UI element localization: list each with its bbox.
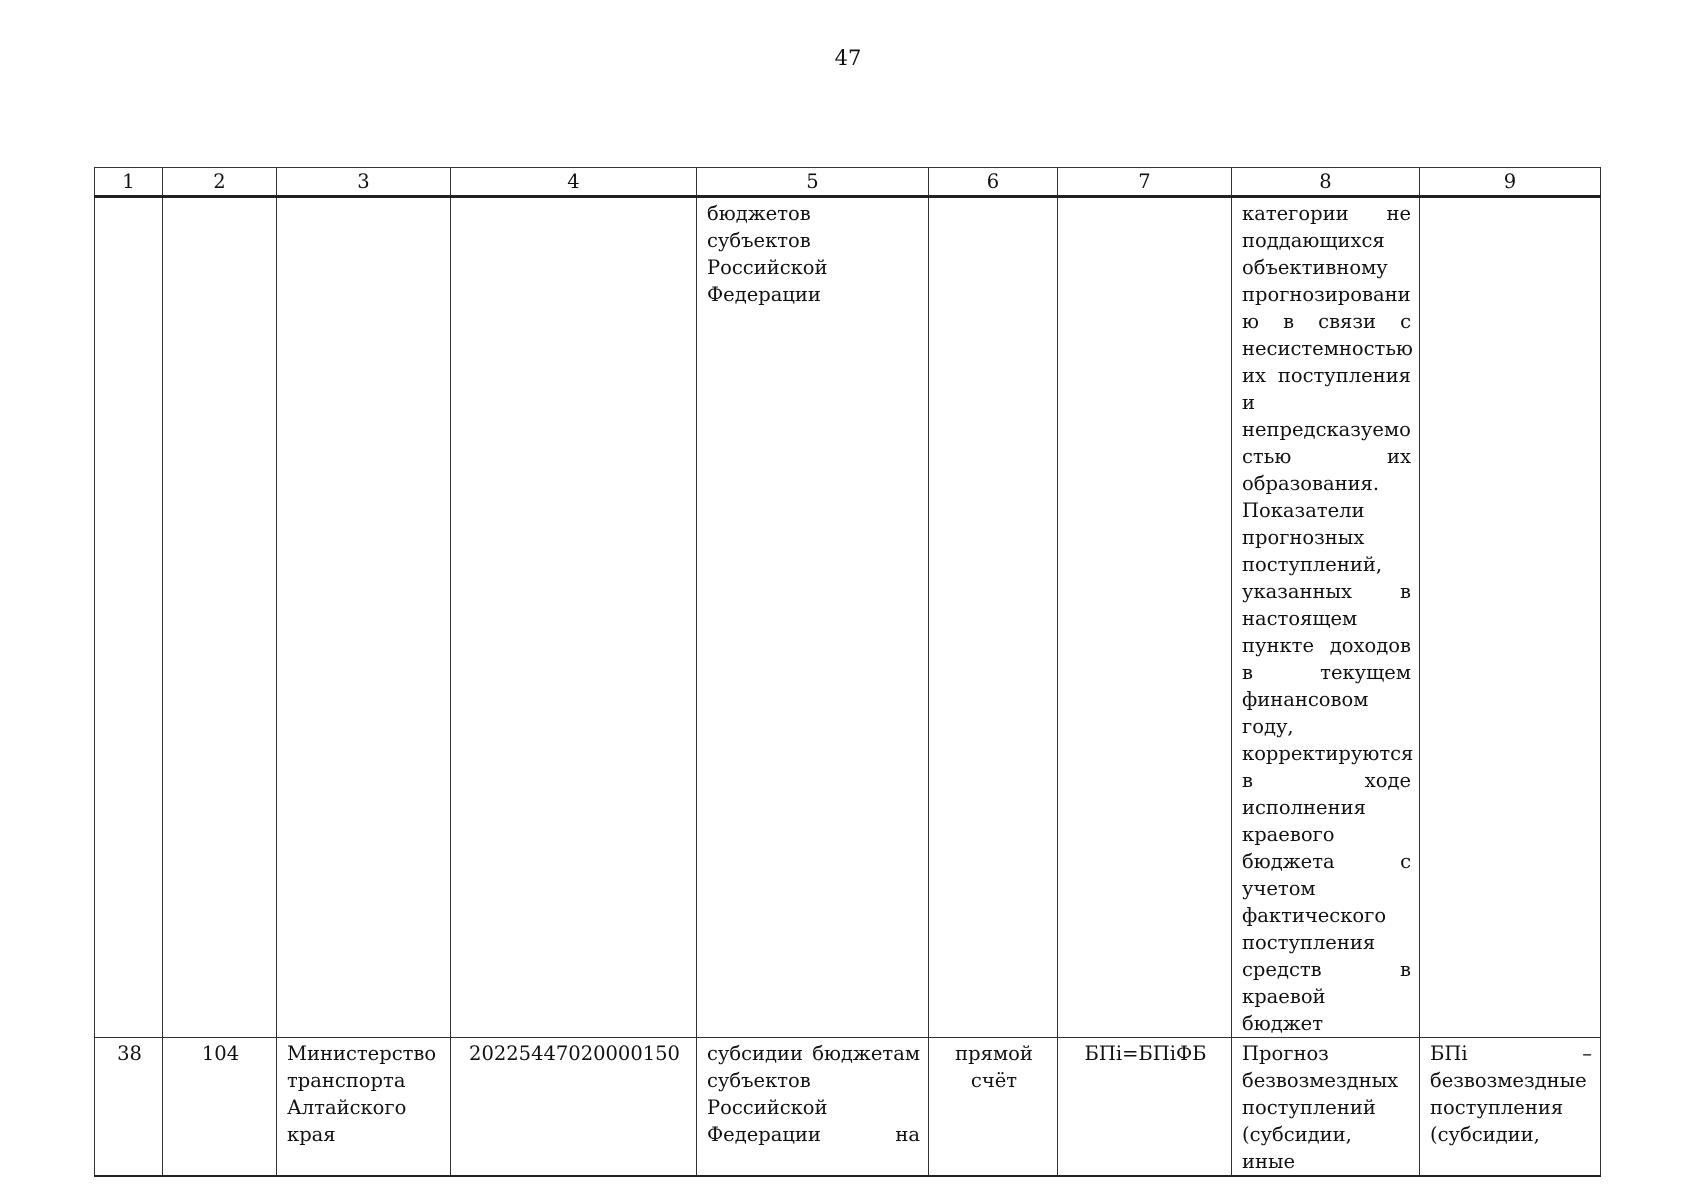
administrator-name: [277, 1038, 450, 1148]
forecast-method-text: [1232, 198, 1419, 1037]
cell-col6: [929, 197, 1058, 1038]
cell-col3: [277, 197, 451, 1038]
column-number-row: [95, 168, 1601, 197]
text-line: объективному: [1242, 256, 1388, 279]
text-line: ю в связи с: [1242, 310, 1411, 333]
cell-col7: [1058, 197, 1232, 1038]
text-line: безвозмездных: [1242, 1069, 1399, 1092]
budget-type-text: [697, 198, 928, 308]
text-line: бюджета с: [1242, 850, 1411, 873]
text-line: Российской: [707, 256, 828, 279]
text-line: края: [287, 1123, 336, 1146]
column-header-3: 3: [277, 168, 451, 197]
cell-row-number: [95, 1038, 163, 1177]
text-line: фактического: [1242, 904, 1387, 927]
cell-admin-code: [163, 1038, 277, 1177]
text-line: краевой бюджет: [1242, 985, 1326, 1035]
text-line: корректируются: [1242, 742, 1414, 765]
text-line: стью их: [1242, 445, 1411, 468]
text-line: и: [1242, 391, 1255, 414]
text-line: поддающихся: [1242, 229, 1385, 252]
text-line: поступления: [1430, 1096, 1564, 1119]
text-line: пункте доходов: [1242, 634, 1411, 657]
text-line: Министерство: [287, 1042, 437, 1065]
text-line: учетом: [1242, 877, 1316, 900]
cell-col4: [451, 197, 697, 1038]
text-line: поступлений: [1242, 1096, 1376, 1119]
text-line: непредсказуемо: [1242, 418, 1411, 441]
text-line: краевого: [1242, 823, 1335, 846]
text-line: поступлений,: [1242, 553, 1383, 576]
text-line: в ходе: [1242, 769, 1411, 792]
cell-col8: [1232, 197, 1420, 1038]
column-header-7: 7: [1058, 168, 1232, 197]
cell-col1: [95, 197, 163, 1038]
cell-indicators: [1420, 1038, 1601, 1177]
table-row-continuation: [95, 197, 1601, 1038]
cell-col9: [1420, 197, 1601, 1038]
cell-col2: [163, 197, 277, 1038]
text-line: категории не: [1242, 202, 1411, 225]
cell-formula: [1058, 1038, 1232, 1177]
text-line: году,: [1242, 715, 1294, 738]
column-header-1: 1: [95, 168, 163, 197]
table-row-38: [95, 1038, 1601, 1177]
text-line: их поступления: [1242, 364, 1411, 387]
algorithm-text: [1232, 1038, 1419, 1175]
cell-kbk-code: [451, 1038, 697, 1177]
column-header-9: 9: [1420, 168, 1601, 197]
text-line: Алтайского: [287, 1096, 407, 1119]
cell-algorithm: [1232, 1038, 1420, 1177]
kbk-code: 20225447020000150: [469, 1042, 680, 1065]
cell-method: [929, 1038, 1058, 1177]
revenue-name: [697, 1038, 928, 1148]
revenue-forecast-table: [94, 167, 1601, 1177]
text-line: транспорта: [287, 1069, 406, 1092]
column-header-8: 8: [1232, 168, 1420, 197]
row-number: 38: [117, 1042, 142, 1065]
text-line: Федерации на: [707, 1123, 920, 1146]
text-line: (субсидии, иные: [1242, 1123, 1352, 1173]
text-line: счёт: [970, 1069, 1018, 1092]
text-line: Российской: [707, 1096, 828, 1119]
indicators-text: [1420, 1038, 1600, 1148]
text-line: (субсидии,: [1430, 1123, 1540, 1146]
text-line: прогнозных: [1242, 526, 1365, 549]
text-line: в текущем: [1242, 661, 1411, 684]
cell-administrator: [277, 1038, 451, 1177]
text-line: прямой: [955, 1042, 1033, 1065]
text-line: Прогноз: [1242, 1042, 1329, 1065]
formula: БПi=БПiФБ: [1084, 1042, 1207, 1065]
text-line: Показатели: [1242, 499, 1365, 522]
column-header-6: 6: [929, 168, 1058, 197]
column-header-4: 4: [451, 168, 697, 197]
calculation-method: [929, 1038, 1057, 1094]
text-line: финансовом: [1242, 688, 1369, 711]
column-header-2: 2: [163, 168, 277, 197]
text-line: настоящем: [1242, 607, 1358, 630]
text-line: БПi –: [1430, 1042, 1592, 1065]
text-line: исполнения: [1242, 796, 1366, 819]
text-line: указанных в: [1242, 580, 1411, 603]
text-line: субъектов: [707, 1069, 811, 1092]
text-line: несистемностью: [1242, 337, 1413, 360]
cell-col5: [697, 197, 929, 1038]
text-line: поступления: [1242, 931, 1376, 954]
text-line: прогнозировани: [1242, 283, 1411, 306]
text-line: безвозмездные: [1430, 1069, 1587, 1092]
text-line: образования.: [1242, 472, 1380, 495]
cell-revenue-name: [697, 1038, 929, 1177]
text-line: Федерации: [707, 283, 821, 306]
text-line: средств в: [1242, 958, 1411, 981]
page-number: 47: [834, 46, 862, 70]
column-header-5: 5: [697, 168, 929, 197]
text-line: бюджетов субъектов: [707, 202, 811, 252]
text-line: субсидии бюджетам: [707, 1042, 920, 1065]
admin-code: 104: [201, 1042, 240, 1065]
